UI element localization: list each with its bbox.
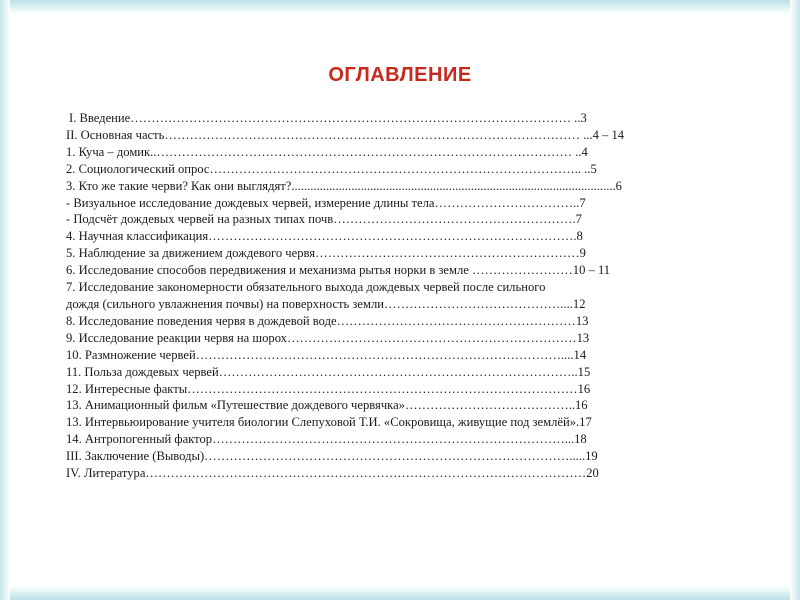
toc-entry: 7. Исследование закономерности обязательного выхода дождевых червей после сильного [66,280,546,295]
toc-entry: 10. Размножение червей……………………………………………………………………………....14 [66,347,587,362]
toc-entry: 2. Социологический опрос…………………………………………………………………………….. ..5 [66,161,597,176]
toc-entry: 12. Интересные факты…………………………………………………………………………………16 [66,381,591,396]
toc-entry: 4. Научная классификация…………………………………………………………………………….8 [66,229,583,244]
toc-entry: 13. Анимационный фильм «Путешествие дождевого червячка»…………………………………..16 [66,398,588,413]
toc-entry: 8. Исследование поведения червя в дождевой воде…………………………………………………13 [66,313,589,328]
toc-entry: 6. Исследование способов передвижения и механизма рытья норки в земле ……………………10 – 11 [66,263,611,278]
toc-entry: 14. Антропогенный фактор…………………………………………………………………………...18 [66,432,587,447]
slide-border-right [790,0,800,600]
toc-entry: 13. Интервьюирование учителя биологии Слепуховой Т.И. «Сокровища, живущие под землёй».17 [66,415,592,430]
toc-entry: III. Заключение (Выводы)…………………………………………………………………………….....19 [66,449,598,464]
toc-entry: 5. Наблюдение за движением дождевого червя………………………………………………………9 [66,246,586,261]
toc-entry: 9. Исследование реакции червя на шорох……………………………………………………………13 [66,330,590,345]
toc-entry: - Подсчёт дождевых червей на разных типах почв………………………………………………….7 [66,212,582,227]
toc-entry: 3. Кто же такие черви? Как они выглядят?.......................................................................................................6 [66,178,622,193]
table-of-contents [66,110,746,482]
slide-border-top [0,0,800,14]
slide-border-bottom [0,586,800,600]
toc-entry: II. Основная часть……………………………………………………………………………………… ...4 – 14 [66,127,625,142]
toc-entry: IV. Литература……………………………………………………………………………………………20 [66,466,599,481]
toc-entry: - Визуальное исследование дождевых червей, измерение длины тела……………………………..7 [66,195,586,210]
toc-entry: 1. Куча – домик..……………………………………………………………………………………… ..4 [66,144,588,159]
toc-entry: дождя (сильного увлажнения почвы) на поверхность земли……………………………………....12 [66,296,586,311]
slide-border-left [0,0,10,600]
page-title: ОГЛАВЛЕНИЕ [328,64,472,86]
toc-entry: 11. Польза дождевых червей…………………………………………………………………………..15 [66,364,591,379]
toc-entry: I. Введение…………………………………………………………………………………………… ..3 [69,111,587,125]
